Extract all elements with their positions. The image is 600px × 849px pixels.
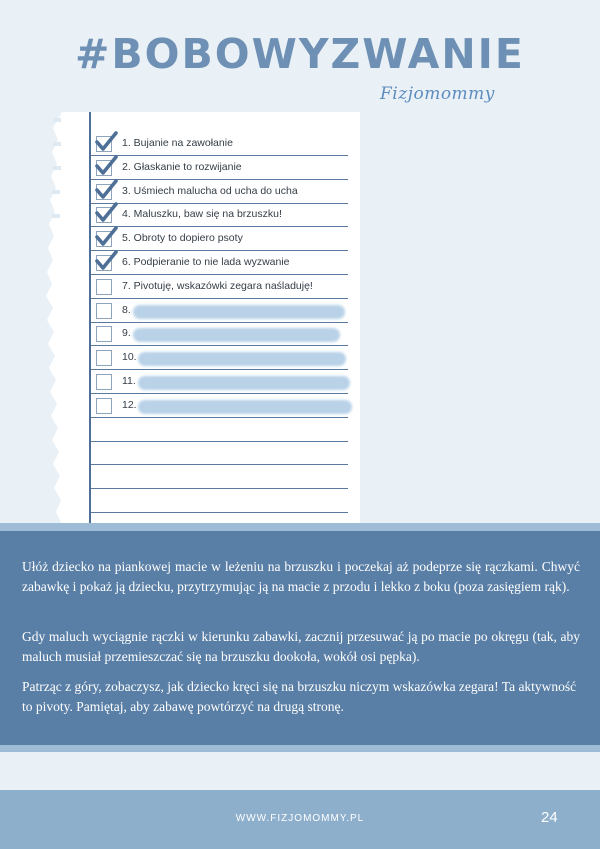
checklist-item-label: 8.: [122, 303, 131, 316]
checkbox[interactable]: [96, 398, 112, 414]
redacted-item-text: [138, 400, 352, 414]
checklist-item: [91, 157, 348, 180]
page-title: #BOBOWYZWANIE: [75, 30, 525, 78]
checkmark-icon: [93, 224, 119, 250]
instruction-paragraph-3: Patrząc z góry, zobaczysz, jak dziecko kręci się na brzuszku niczym wskazówka zegara! Ta aktywność to pivoty. Pamiętaj, aby zabawę powtórzyć na drugą stronę.: [22, 679, 577, 714]
ruled-line: [91, 490, 348, 513]
checkbox[interactable]: [96, 303, 112, 319]
checklist-item-label: 10.: [122, 351, 137, 364]
checklist-item-label: 3. Uśmiech malucha od ucha do ucha: [122, 184, 298, 197]
checklist-item: [91, 133, 348, 156]
checklist-item-label: 6. Podpieranie to nie lada wyzwanie: [122, 256, 290, 268]
instruction-paragraph-1: Ułóż dziecko na piankowej macie w leżeniu na brzuszku i poczekaj aż podeprze się rączkami. Chwyć zabawkę i pokaż ją dziecku, przytrzymując ją na macie z przodu i lekko z boku (poza zasięgiem rąk).: [22, 559, 580, 594]
checklist-item: [91, 323, 348, 346]
checklist-item: [91, 300, 348, 323]
footer: [0, 790, 600, 849]
redacted-item-text: [138, 352, 346, 366]
checkmark-icon: [93, 129, 119, 155]
checklist-item: [91, 181, 348, 204]
footer-website-link[interactable]: WWW.FIZJOMOMMY.PL: [235, 813, 365, 824]
checklist-item-label: 1. Bujanie na zawołanie: [122, 137, 233, 149]
checkbox[interactable]: [96, 326, 112, 342]
checkbox[interactable]: [96, 350, 112, 366]
redacted-item-text: [133, 305, 345, 319]
checklist-item: [91, 228, 348, 251]
checklist-item-label: 4. Maluszku, baw się na brzuszku!: [122, 208, 282, 221]
checklist-item: [91, 395, 348, 418]
checklist-item: [91, 252, 348, 275]
checklist-item: [91, 347, 348, 370]
checklist-item-label: 2. Głaskanie to rozwijanie: [122, 160, 242, 173]
checkmark-icon: [93, 177, 119, 203]
brand-logo: Fizjomommy: [380, 84, 495, 104]
checklist-item-label: 9.: [122, 327, 131, 340]
ruled-line: [91, 466, 348, 489]
checkbox[interactable]: [96, 279, 112, 295]
instructions-panel: [0, 531, 600, 745]
checklist-item-label: 5. Obroty to dopiero psoty: [122, 232, 243, 245]
ruled-line: [91, 419, 348, 442]
checklist-item: [91, 204, 348, 227]
redacted-item-text: [133, 328, 340, 342]
band-top-stripe: [0, 523, 600, 531]
band-bottom-stripe: [0, 745, 600, 752]
instruction-paragraph-2: Gdy maluch wyciągnie rączki w kierunku zabawki, zacznij przesuwać ją po macie po okręgu (tak, aby maluch musiał przemieszczać się na brzuszku dookoła, wokół osi pępka).: [22, 629, 580, 664]
checkbox[interactable]: [96, 374, 112, 390]
redacted-item-text: [138, 376, 350, 390]
page-number: 24: [541, 809, 558, 826]
checkmark-icon: [93, 248, 119, 274]
checklist-item-label: 11.: [122, 375, 136, 387]
checklist-item-label: 12.: [122, 398, 137, 411]
checkmark-icon: [93, 153, 119, 179]
checklist-item: [91, 276, 348, 299]
ruled-line: [91, 442, 348, 465]
checkmark-icon: [93, 200, 119, 226]
checklist-item: [91, 371, 348, 394]
checklist-item-label: 7. Pivotuję, wskazówki zegara naśladuję!: [122, 279, 313, 292]
